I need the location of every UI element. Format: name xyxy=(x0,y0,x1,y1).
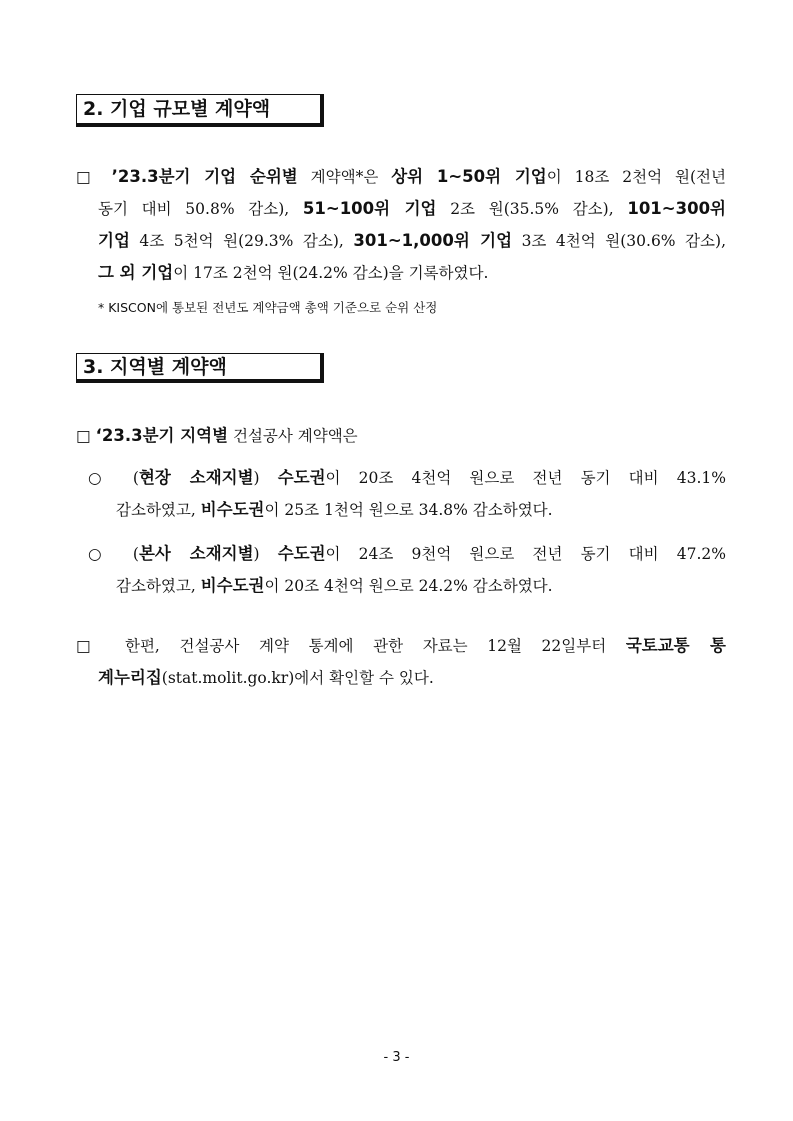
text: 감소하였고, xyxy=(116,501,201,519)
paragraph-line xyxy=(76,225,726,257)
circle-bullet-icon: ○ xyxy=(88,545,115,563)
paragraph-line xyxy=(76,193,726,225)
page-number: - 3 - xyxy=(383,1050,410,1065)
bold-text: 계누리집 xyxy=(98,668,162,687)
bold-text: ‘23.3분기 지역별 xyxy=(95,426,229,445)
bold-text: 국토교통 통 xyxy=(625,636,726,655)
paragraph-line xyxy=(76,538,726,570)
bold-text: 본사 소재지별 xyxy=(138,544,254,563)
text: 4조 5천억 원(29.3% 감소), xyxy=(129,232,354,250)
paragraph-line xyxy=(76,630,726,662)
section-3-item-site xyxy=(76,462,726,526)
bold-text: 수도권 xyxy=(277,468,326,487)
text: 3조 4천억 원(30.6% 감소), xyxy=(512,232,726,250)
paragraph-line xyxy=(76,494,726,526)
bold-text: 상위 1~50위 기업 xyxy=(391,167,547,186)
bold-text: 비수도권 xyxy=(200,576,265,595)
paragraph-line xyxy=(76,161,726,193)
text: 감소하였고, xyxy=(116,577,201,595)
bold-text: 기업 xyxy=(98,231,130,250)
bold-text: 수도권 xyxy=(277,544,326,563)
bold-text: 비수도권 xyxy=(200,500,265,519)
bold-text: ’23.3분기 기업 순위별 xyxy=(111,167,298,186)
section-3-intro xyxy=(76,420,726,452)
section-2-paragraph xyxy=(76,161,726,289)
text: 이 18조 2천억 원(전년 xyxy=(546,168,726,186)
footnote: * KISCON에 통보된 전년도 계약금액 총액 기준으로 순위 산정 xyxy=(98,300,438,315)
section-3-item-hq xyxy=(76,538,726,602)
bold-text: 현장 소재지별 xyxy=(138,468,254,487)
bold-text: 301~1,000위 기업 xyxy=(353,231,513,250)
section-3-heading: 3. 지역별 계약액 xyxy=(76,353,324,383)
bold-text: 101~300위 xyxy=(627,199,726,218)
bold-text: 그 외 기업 xyxy=(98,263,174,282)
text: ( xyxy=(132,545,139,563)
paragraph-line xyxy=(76,662,726,694)
text: 이 25조 1천억 원으로 34.8% 감소하였다. xyxy=(264,501,553,519)
circle-bullet-icon: ○ xyxy=(88,469,115,487)
text: ) xyxy=(253,545,278,563)
checkbox-bullet-icon: □ xyxy=(76,637,106,655)
text: ( xyxy=(132,469,139,487)
text: 한편, 건설공사 계약 통계에 관한 자료는 12월 22일부터 xyxy=(124,637,626,655)
section-2-heading: 2. 기업 규모별 계약액 xyxy=(76,94,324,127)
text: 이 17조 2천억 원(24.2% 감소)을 기록하였다. xyxy=(173,264,489,282)
text: 이 20조 4천억 원으로 전년 동기 대비 43.1% xyxy=(325,469,726,487)
text: 건설공사 계약액은 xyxy=(228,427,358,445)
paragraph-line xyxy=(76,420,726,452)
text: 동기 대비 50.8% 감소), xyxy=(98,200,303,218)
checkbox-bullet-icon: □ xyxy=(76,168,99,186)
checkbox-bullet-icon: □ xyxy=(76,427,91,445)
paragraph-line xyxy=(76,462,726,494)
paragraph-line xyxy=(76,570,726,602)
text: ) xyxy=(253,469,278,487)
paragraph-line xyxy=(76,257,726,289)
text: 이 24조 9천억 원으로 전년 동기 대비 47.2% xyxy=(325,545,726,563)
closing-paragraph xyxy=(76,630,726,694)
bold-text: 51~100위 기업 xyxy=(302,199,437,218)
text: (stat.molit.go.kr)에서 확인할 수 있다. xyxy=(161,669,434,687)
text: 계약액*은 xyxy=(297,168,392,186)
text: 이 20조 4천억 원으로 24.2% 감소하였다. xyxy=(264,577,553,595)
text: 2조 원(35.5% 감소), xyxy=(436,200,628,218)
